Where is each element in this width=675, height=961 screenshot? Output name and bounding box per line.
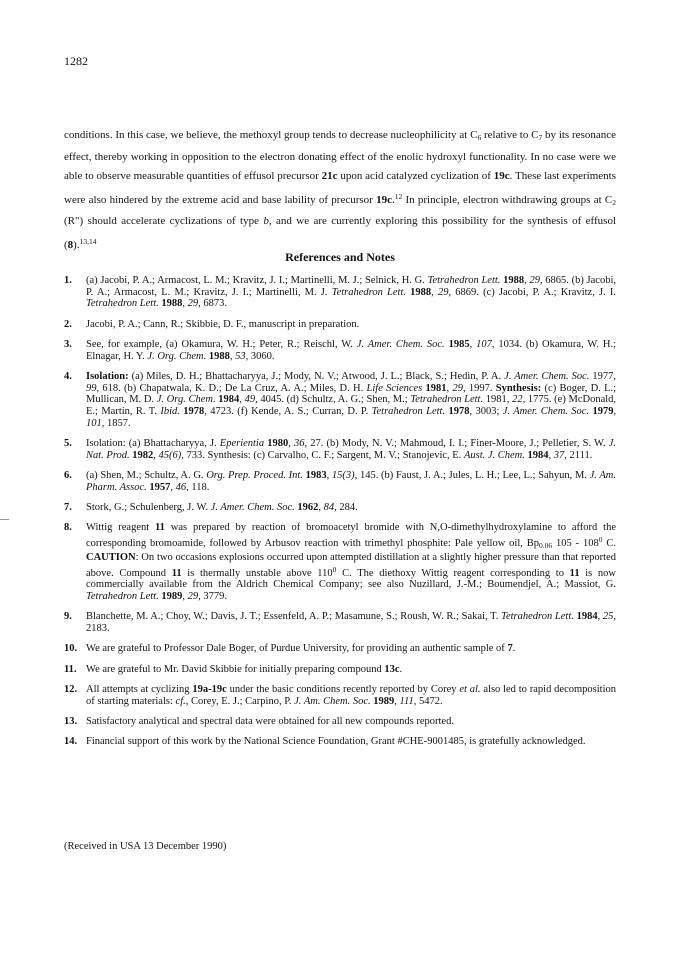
text-run: . These last experiments were also hindered by the extreme acid and base lability of precursor [64, 170, 616, 206]
text-run: , [446, 382, 453, 394]
text-run: , [182, 590, 188, 602]
text-run: , 6865. (b) Jacobi, P. A.; Armacost, L. M.; Kravitz, J. I.; Martinelli, M. J. [86, 275, 616, 298]
text-run: , 1775. (e) McDonald, E.; Martin, R. T. [86, 394, 617, 418]
text-run: 1980 [267, 438, 289, 450]
text-run: 1988 [161, 298, 183, 310]
text-run: 1983 [305, 470, 327, 482]
reference-text [86, 339, 616, 362]
text-run: Life Sciences [366, 382, 423, 394]
text-run: 1989 [373, 695, 395, 707]
text-run: 19c [376, 193, 392, 206]
text-run: 37 [553, 449, 565, 461]
text-run: 1984 [576, 611, 598, 623]
text-run: In principle, electron withdrawing groups at C [402, 193, 613, 206]
text-run: 36 [293, 438, 305, 450]
text-run: Org. Prep. Proced. Int. [206, 470, 303, 482]
text-run: (a) Shen, M.; Schultz, A. G. [86, 470, 207, 482]
text-run: Isolation: [86, 371, 129, 382]
reference-number: 5. [64, 438, 72, 450]
text-run: 19c [493, 170, 510, 183]
text-run: Tetrahedron Lett. [86, 298, 159, 310]
reference-number: 1. [64, 275, 72, 286]
text-run: cf. [175, 695, 186, 707]
text-run: 22 [512, 394, 523, 406]
text-run: 15(3) [331, 470, 355, 482]
text-run: 1984 [218, 394, 240, 406]
reference-number: 14. [64, 736, 78, 748]
text-run: , [170, 481, 176, 493]
text-run: also led to rapid decomposition of starting materials: [86, 683, 617, 707]
text-run: , [318, 502, 324, 514]
text-run: 53 [235, 350, 246, 362]
text-run: 1985 [448, 339, 470, 350]
text-run: 6 [477, 133, 482, 142]
text-run: 1982 [132, 449, 154, 461]
text-run: 8 [67, 238, 74, 251]
text-run: 0 [332, 564, 337, 574]
text-run: , 3060. [245, 350, 275, 362]
reference-number: 6. [64, 470, 72, 482]
reference-item [64, 611, 616, 634]
reference-item [64, 438, 616, 461]
text-run: Isolation: (a) Bhattacharyya, J. [86, 438, 220, 450]
text-run: 0.06 [539, 541, 553, 551]
text-run: , [431, 286, 438, 298]
text-run: , 3003; [469, 406, 503, 418]
references-heading: References and Notes [285, 250, 395, 264]
text-run: J. Am. Pharm. Assoc. [86, 470, 617, 493]
text-run: 1957 [149, 481, 171, 493]
text-run: 19a-19c [192, 683, 227, 695]
text-run: , 4045. (d) Schultz, A. G.; Shen, M.; [255, 394, 411, 406]
reference-number: 13. [64, 715, 78, 727]
text-run: , 5472. [413, 695, 443, 707]
text-run: 13c [384, 663, 400, 675]
text-run: 11 [569, 567, 580, 579]
text-run: 25 [602, 611, 614, 623]
text-run: 111 [399, 695, 414, 707]
text-run: Stork, G.; Schulenberg, J. W. [86, 502, 211, 514]
text-run: , [613, 406, 617, 418]
reference-number: 11. [64, 663, 77, 675]
text-run: Tetrahedron Lett. [331, 286, 406, 298]
text-run: 1988 [410, 286, 432, 298]
text-run: , [229, 350, 236, 362]
reference-number: 10. [64, 643, 78, 655]
text-run: See, for example, (a) Okamura, W. H.; Peter, R.; Reischl, W. [86, 339, 357, 350]
reference-item [64, 736, 616, 748]
text-run: 29 [452, 382, 463, 394]
text-run: , 27. (b) Mody, N. V.; Mahmoud, I. I.; Finer-Moore, J.; Pelletier, S. W. [304, 438, 609, 450]
reference-number: 3. [64, 339, 72, 350]
text-run: Tetrahedron Lett. [410, 394, 484, 406]
reference-text [86, 470, 616, 493]
text-run: Aust. J. Chem. [463, 449, 525, 461]
text-run: Satisfactory analytical and spectral data were obtained for all new compounds reported. [86, 715, 454, 727]
text-run: 21c [321, 170, 338, 183]
text-run: : On two occasions explosions occurred upon attempted distillation at a slightly higher pressure than that reported above. Compound [86, 551, 616, 579]
text-run: 1989 [161, 590, 183, 602]
text-run: , [469, 339, 477, 350]
text-run: Financial support of this work by the National Science Foundation, Grant #CHE-9001485, is gratefully acknowledged. [86, 736, 586, 748]
text-run: upon acid catalyzed cyclization of [337, 170, 494, 183]
reference-item [64, 684, 616, 707]
text-run: 99 [86, 382, 97, 394]
text-run: , [153, 449, 159, 461]
reference-number: 2. [64, 318, 72, 330]
text-run: . [512, 643, 516, 655]
reference-number: 4. [64, 371, 72, 382]
text-run: , 2183. [86, 611, 617, 634]
paragraph-text [64, 126, 616, 256]
reference-text [86, 736, 586, 747]
reference-item [64, 275, 616, 310]
text-run: 105 - 108 [552, 538, 599, 550]
text-run: . [399, 663, 403, 675]
text-run: J. Amer. Chem. Soc. [210, 502, 295, 514]
text-run: , 3779. [198, 590, 227, 602]
text-run: 107 [476, 339, 492, 350]
body-paragraph [64, 126, 616, 256]
reference-number: 9. [64, 611, 72, 623]
text-run: 29 [437, 286, 449, 298]
text-run: 7 [507, 643, 513, 655]
text-run: 1977, [589, 371, 617, 382]
reference-item [64, 522, 616, 602]
text-run: 1981, [483, 394, 513, 406]
text-run: 1988 [503, 275, 525, 286]
reference-text [86, 664, 402, 675]
text-run: is thermally unstable above 110 [181, 567, 333, 579]
text-run: , Corey, E. J.; Carpino, P. [185, 695, 295, 707]
text-run: We are grateful to Mr. David Skibbie for initially preparing compound [86, 663, 385, 675]
text-run: 1962 [297, 502, 319, 514]
text-run: 13,14 [79, 236, 97, 246]
text-run: 1979 [592, 406, 614, 418]
reference-item [64, 716, 616, 728]
text-run: 11 [171, 567, 182, 579]
text-run: 29 [187, 590, 199, 602]
text-run: 84 [323, 502, 335, 514]
reference-text [86, 438, 616, 461]
reference-text [86, 716, 454, 727]
text-run: J. Org. Chem. [156, 394, 216, 406]
text-run: Tetrahedron Lett. [501, 611, 574, 623]
reference-text [86, 522, 616, 602]
text-run: , and we are currently exploring this possibility for the synthesis of effusol ( [64, 215, 617, 251]
text-run: 1984 [527, 449, 549, 461]
reference-text [86, 371, 616, 429]
text-run: 1981 [425, 382, 447, 394]
text-run: 1988 [208, 350, 230, 362]
reference-text [86, 611, 616, 634]
text-run: 101 [86, 417, 102, 429]
text-run: 1978 [448, 406, 470, 418]
text-run: , 2111. [564, 449, 593, 461]
text-run: , [182, 298, 188, 310]
text-run: . [391, 193, 395, 206]
text-run: is now commercially available from the Aldrich Chemical Company; see also Nuzillard, J.-M.; Boumendjel, A.; Massiot, G. [86, 567, 617, 591]
text-run: Eperientia [219, 438, 265, 450]
text-run: J. Nat. Prod. [86, 438, 616, 461]
text-run: (a) Jacobi, P. A.; Armacost, L. M.; Kravitz, J. I.; Martinelli, M. J.; Selnick, H. G. [86, 275, 428, 286]
reference-number: 7. [64, 502, 72, 514]
text-run: Jacobi, P. A.; Cann, R.; Skibbie, D. F., manuscript in preparation. [86, 318, 360, 330]
text-run: J. Org. Chem. [147, 350, 207, 362]
text-run: b [263, 215, 269, 228]
received-date: (Received in USA 13 December 1990) [64, 841, 227, 852]
text-run: , [326, 470, 332, 482]
text-run: Blanchette, M. A.; Choy, W.; Davis, J. T.; Essenfeld, A. P.; Masamune, S.; Roush, W. R.; Sakai, T. [86, 611, 502, 623]
text-run: (a) Miles, D. H.; Bhattacharyya, J.; Mody, N. V.; Atwood, J. L.; Black, S.; Hedin, P. A. [128, 371, 505, 382]
text-run: et al. [459, 683, 481, 695]
text-run: Tetrahedron Lett. [427, 275, 501, 286]
text-run: , 1997. [462, 382, 496, 394]
text-run: , [239, 394, 245, 406]
text-run: Wittig reagent [86, 522, 155, 534]
text-run: C. The diethoxy Wittig reagent corresponding to [336, 567, 570, 579]
reference-item [64, 319, 616, 331]
text-run: under the basic conditions recently reported by Corey [226, 683, 460, 695]
text-run: J. Am. Chem. Soc. [294, 695, 371, 707]
reference-text [86, 684, 616, 707]
text-run: Tetrahedron Lett. [371, 406, 446, 418]
text-run: CAUTION [86, 551, 136, 563]
text-run: , [524, 275, 530, 286]
text-run: relative to C [481, 129, 539, 141]
margin-mark [0, 519, 9, 520]
text-run: 0 [598, 535, 603, 545]
text-run: 45(6) [158, 449, 182, 461]
text-run: C. [602, 538, 617, 550]
text-run: 29 [187, 298, 199, 310]
text-run: , [597, 611, 603, 623]
text-run: Ibid. [160, 406, 180, 418]
text-run: was prepared by reaction of bromoacetyl bromide with N,O-dimethylhydroxylamine to afford the corresponding bromoamide, followed by Arbusov reaction with trimethyl phosphite: Pale yellow oil, Bp [86, 522, 616, 550]
text-run: J. Amer. Chem. Soc. [356, 339, 445, 350]
text-run: , 118. [186, 481, 210, 493]
text-run: 1978 [183, 406, 205, 418]
text-run: , [288, 438, 294, 450]
reference-text [86, 643, 515, 654]
text-run: , 6873. [198, 298, 227, 310]
text-run: J. Amer. Chem. Soc. [502, 406, 590, 418]
text-run: , 733. Synthesis: (c) Carvalho, C. F.; Sargent, M. V.; Stanojevic, E. [181, 449, 464, 461]
text-run: 46 [175, 481, 187, 493]
text-run: 12 [394, 191, 403, 201]
text-run: J. Amer. Chem. Soc. [504, 371, 590, 382]
text-run: 2 [612, 197, 616, 207]
text-run: (R") should accelerate cyclizations of type [64, 215, 264, 228]
reference-text [86, 502, 358, 513]
reference-item [64, 470, 616, 493]
text-run: , [394, 695, 400, 707]
text-run: , 6869. (c) Jacobi, P. A.; Kravitz, J. I. [448, 286, 617, 298]
text-run: , 145. (b) Faust, J. A.; Jules, L. H.; Lee, L.; Sahyun, M. [354, 470, 590, 482]
text-run: Tetrahedron Lett. [86, 590, 159, 602]
text-run: (c) Boger, D. L.; Mullican, M. D. [86, 382, 617, 406]
text-run: Synthesis: [495, 382, 542, 394]
reference-text [86, 319, 359, 330]
text-run: , 618. (b) Chapatwala, K. D.; De La Cruz, A. A.; Miles, D. H. [96, 382, 367, 394]
text-run: , 284. [334, 502, 358, 514]
reference-item [64, 339, 616, 362]
reference-number: 12. [64, 683, 78, 695]
reference-item [64, 502, 616, 514]
text-run: 49 [244, 394, 256, 406]
reference-number: 8. [64, 522, 72, 534]
text-run: conditions. In this case, we believe, the methoxyl group tends to decrease nucleophilicity at C [64, 129, 478, 141]
text-run: by its resonance effect, thereby working in opposition to the electron donating effect of the enolic hydroxyl functionality. In no case were we able to observe measurable quantities of effusol precursor [64, 129, 616, 183]
reference-item [64, 643, 616, 655]
text-run: ). [73, 238, 80, 251]
text-run: , 1857. [101, 417, 131, 429]
text-run: We are grateful to Professor Dale Boger, of Purdue University, for providing an authentic sample of [86, 643, 508, 655]
reference-item [64, 664, 616, 676]
text-run: , [548, 449, 554, 461]
references-list [64, 275, 616, 756]
text-run: All attempts at cyclizing [86, 683, 193, 695]
text-run: , 1034. (b) Okamura, W. H.; Elnagar, H. Y. [86, 339, 617, 362]
text-run: , 4723. (f) Kende, A. S.; Curran, D. P. [204, 406, 372, 418]
reference-text [86, 275, 616, 309]
text-run: 7 [538, 133, 543, 142]
reference-item [64, 371, 616, 430]
text-run: 29 [529, 275, 540, 286]
page-number: 1282 [64, 54, 88, 68]
text-run: 11 [155, 522, 165, 534]
